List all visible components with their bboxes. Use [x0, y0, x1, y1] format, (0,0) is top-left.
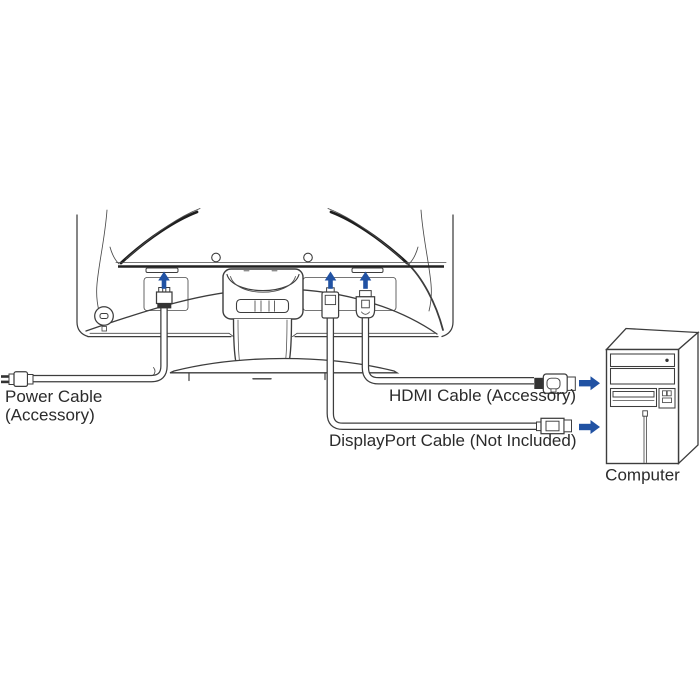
hdmi-cable-label: HDMI Cable (Accessory)	[388, 386, 576, 405]
case-seam-latch	[643, 411, 648, 416]
power-up-arrow-icon	[158, 272, 170, 289]
displayport-plug-monitor-end	[322, 288, 339, 318]
power-cable-label-line2: (Accessory)	[5, 405, 95, 425]
computer-tower	[607, 329, 699, 464]
power-led	[665, 359, 668, 362]
drive-bay-1	[611, 354, 675, 367]
computer-label: Computer	[605, 465, 680, 485]
power-cable-label-line1: Power Cable	[5, 387, 103, 406]
hdmi-plug-monitor-end	[356, 291, 374, 318]
screw-hole-right	[304, 253, 313, 262]
power-plug-wall-end	[1, 372, 33, 387]
screw-hole-left	[212, 253, 221, 262]
displayport-up-arrow-icon	[325, 272, 337, 289]
hdmi-up-arrow-icon	[360, 272, 372, 289]
displayport-cable-label: DisplayPort Cable (Not Included)	[328, 431, 577, 450]
displayport-right-arrow-icon	[579, 420, 600, 434]
hdmi-right-arrow-icon	[579, 376, 600, 390]
power-plug-monitor-end	[157, 288, 173, 309]
drive-bay-2	[611, 369, 675, 385]
stand-column	[234, 319, 292, 363]
stand-bracket	[223, 269, 303, 319]
